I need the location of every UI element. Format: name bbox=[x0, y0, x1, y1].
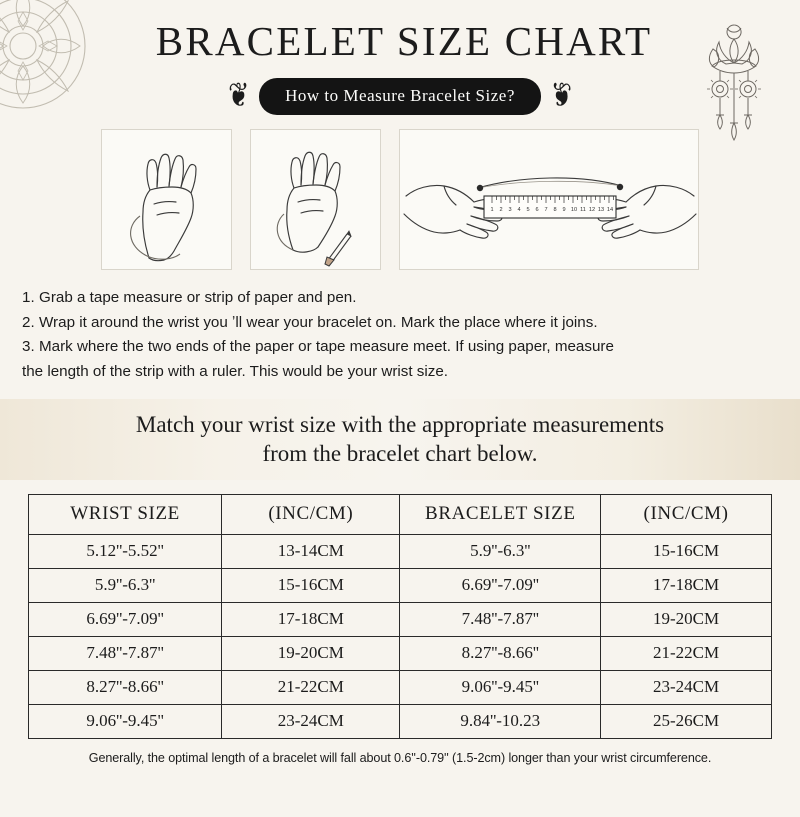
subtitle-pill: How to Measure Bracelet Size? bbox=[259, 78, 541, 115]
cell-wrist-cm: 15-16CM bbox=[222, 569, 400, 603]
cell-bracelet-cm: 15-16CM bbox=[601, 535, 772, 569]
match-banner bbox=[0, 399, 800, 481]
cell-wrist-inch: 6.69''-7.09'' bbox=[29, 603, 222, 637]
table-header-row bbox=[29, 495, 772, 535]
instruction-steps bbox=[22, 286, 778, 385]
page-title: BRACELET SIZE CHART bbox=[155, 18, 653, 64]
table-header-wrist-unit: (INC/CM) bbox=[222, 495, 400, 535]
cell-bracelet-inch: 6.69''-7.09'' bbox=[400, 569, 601, 603]
cell-wrist-cm: 19-20CM bbox=[222, 637, 400, 671]
size-table-wrap bbox=[0, 494, 800, 739]
step-number: 2. bbox=[22, 313, 35, 331]
cell-wrist-cm: 17-18CM bbox=[222, 603, 400, 637]
svg-text:9: 9 bbox=[562, 207, 566, 213]
step-text: Grab a tape measure or strip of paper and pen. bbox=[39, 289, 357, 306]
svg-text:3: 3 bbox=[508, 207, 512, 213]
subtitle-row bbox=[0, 78, 800, 115]
step-number: 3. bbox=[22, 338, 35, 356]
cell-wrist-inch: 7.48''-7.87'' bbox=[29, 637, 222, 671]
match-banner-line-2: from the bracelet chart below. bbox=[262, 440, 538, 466]
svg-text:4: 4 bbox=[517, 207, 521, 213]
table-row bbox=[29, 637, 772, 671]
cell-wrist-inch: 5.9''-6.3'' bbox=[29, 569, 222, 603]
table-header-bracelet-unit: (INC/CM) bbox=[601, 495, 772, 535]
cell-bracelet-inch: 9.06''-9.45'' bbox=[400, 671, 601, 705]
svg-text:13: 13 bbox=[597, 207, 605, 213]
cell-bracelet-inch: 5.9''-6.3'' bbox=[400, 535, 601, 569]
cell-wrist-inch: 9.06''-9.45'' bbox=[29, 705, 222, 739]
cell-wrist-inch: 5.12''-5.52'' bbox=[29, 535, 222, 569]
instruction-step-1 bbox=[22, 286, 778, 311]
cell-bracelet-inch: 7.48''-7.87'' bbox=[400, 603, 601, 637]
svg-text:7: 7 bbox=[544, 207, 548, 213]
cell-bracelet-cm: 17-18CM bbox=[601, 569, 772, 603]
table-row bbox=[29, 603, 772, 637]
cell-bracelet-cm: 25-26CM bbox=[601, 705, 772, 739]
flourish-left-icon: ❦ bbox=[228, 78, 250, 115]
footnote: Generally, the optimal length of a bracelet will fall about 0.6''-0.79'' (1.5-2cm) longer than your wrist circumference. bbox=[88, 751, 712, 766]
svg-text:5: 5 bbox=[526, 207, 530, 213]
cell-wrist-cm: 21-22CM bbox=[222, 671, 400, 705]
illustration-hand-with-pen-marking bbox=[250, 129, 381, 270]
cell-wrist-cm: 23-24CM bbox=[222, 705, 400, 739]
table-row bbox=[29, 671, 772, 705]
table-header-bracelet-size: BRACELET SIZE bbox=[400, 495, 601, 535]
cell-bracelet-cm: 21-22CM bbox=[601, 637, 772, 671]
svg-text:11: 11 bbox=[580, 207, 586, 213]
svg-text:12: 12 bbox=[588, 207, 596, 213]
illustration-hands-measuring-strip-with-ruler bbox=[399, 129, 699, 270]
svg-text:10: 10 bbox=[570, 207, 578, 213]
cell-bracelet-cm: 23-24CM bbox=[601, 671, 772, 705]
illustration-hand-with-tape-strip bbox=[101, 129, 232, 270]
step-text: Mark where the two ends of the paper or tape measure meet. If using paper, measure bbox=[39, 338, 614, 356]
svg-text:1: 1 bbox=[490, 207, 494, 213]
table-row bbox=[29, 705, 772, 739]
svg-text:8: 8 bbox=[553, 207, 557, 213]
table-row bbox=[29, 535, 772, 569]
cell-bracelet-cm: 19-20CM bbox=[601, 603, 772, 637]
step-number: 1. bbox=[22, 289, 35, 306]
cell-bracelet-inch: 8.27''-8.66'' bbox=[400, 637, 601, 671]
cell-wrist-inch: 8.27''-8.66'' bbox=[29, 671, 222, 705]
instruction-step-2 bbox=[22, 311, 778, 336]
table-row bbox=[29, 569, 772, 603]
svg-text:14: 14 bbox=[606, 207, 614, 213]
flourish-right-icon: ❦ bbox=[550, 78, 572, 115]
svg-text:6: 6 bbox=[535, 207, 539, 213]
cell-bracelet-inch: 9.84''-10.23 bbox=[400, 705, 601, 739]
instruction-step-3 bbox=[22, 335, 778, 360]
step-text: Wrap it around the wrist you ʼll wear your bracelet on. Mark the place where it joins. bbox=[39, 313, 598, 331]
bracelet-size-table bbox=[28, 494, 772, 739]
cell-wrist-cm: 13-14CM bbox=[222, 535, 400, 569]
illustration-row bbox=[0, 129, 800, 270]
table-header-wrist-size: WRIST SIZE bbox=[29, 495, 222, 535]
instruction-step-3-continued: the length of the strip with a ruler. This would be your wrist size. bbox=[22, 362, 449, 380]
match-banner-line-1: Match your wrist size with the appropriate measurements bbox=[135, 411, 665, 437]
svg-text:2: 2 bbox=[499, 207, 503, 213]
